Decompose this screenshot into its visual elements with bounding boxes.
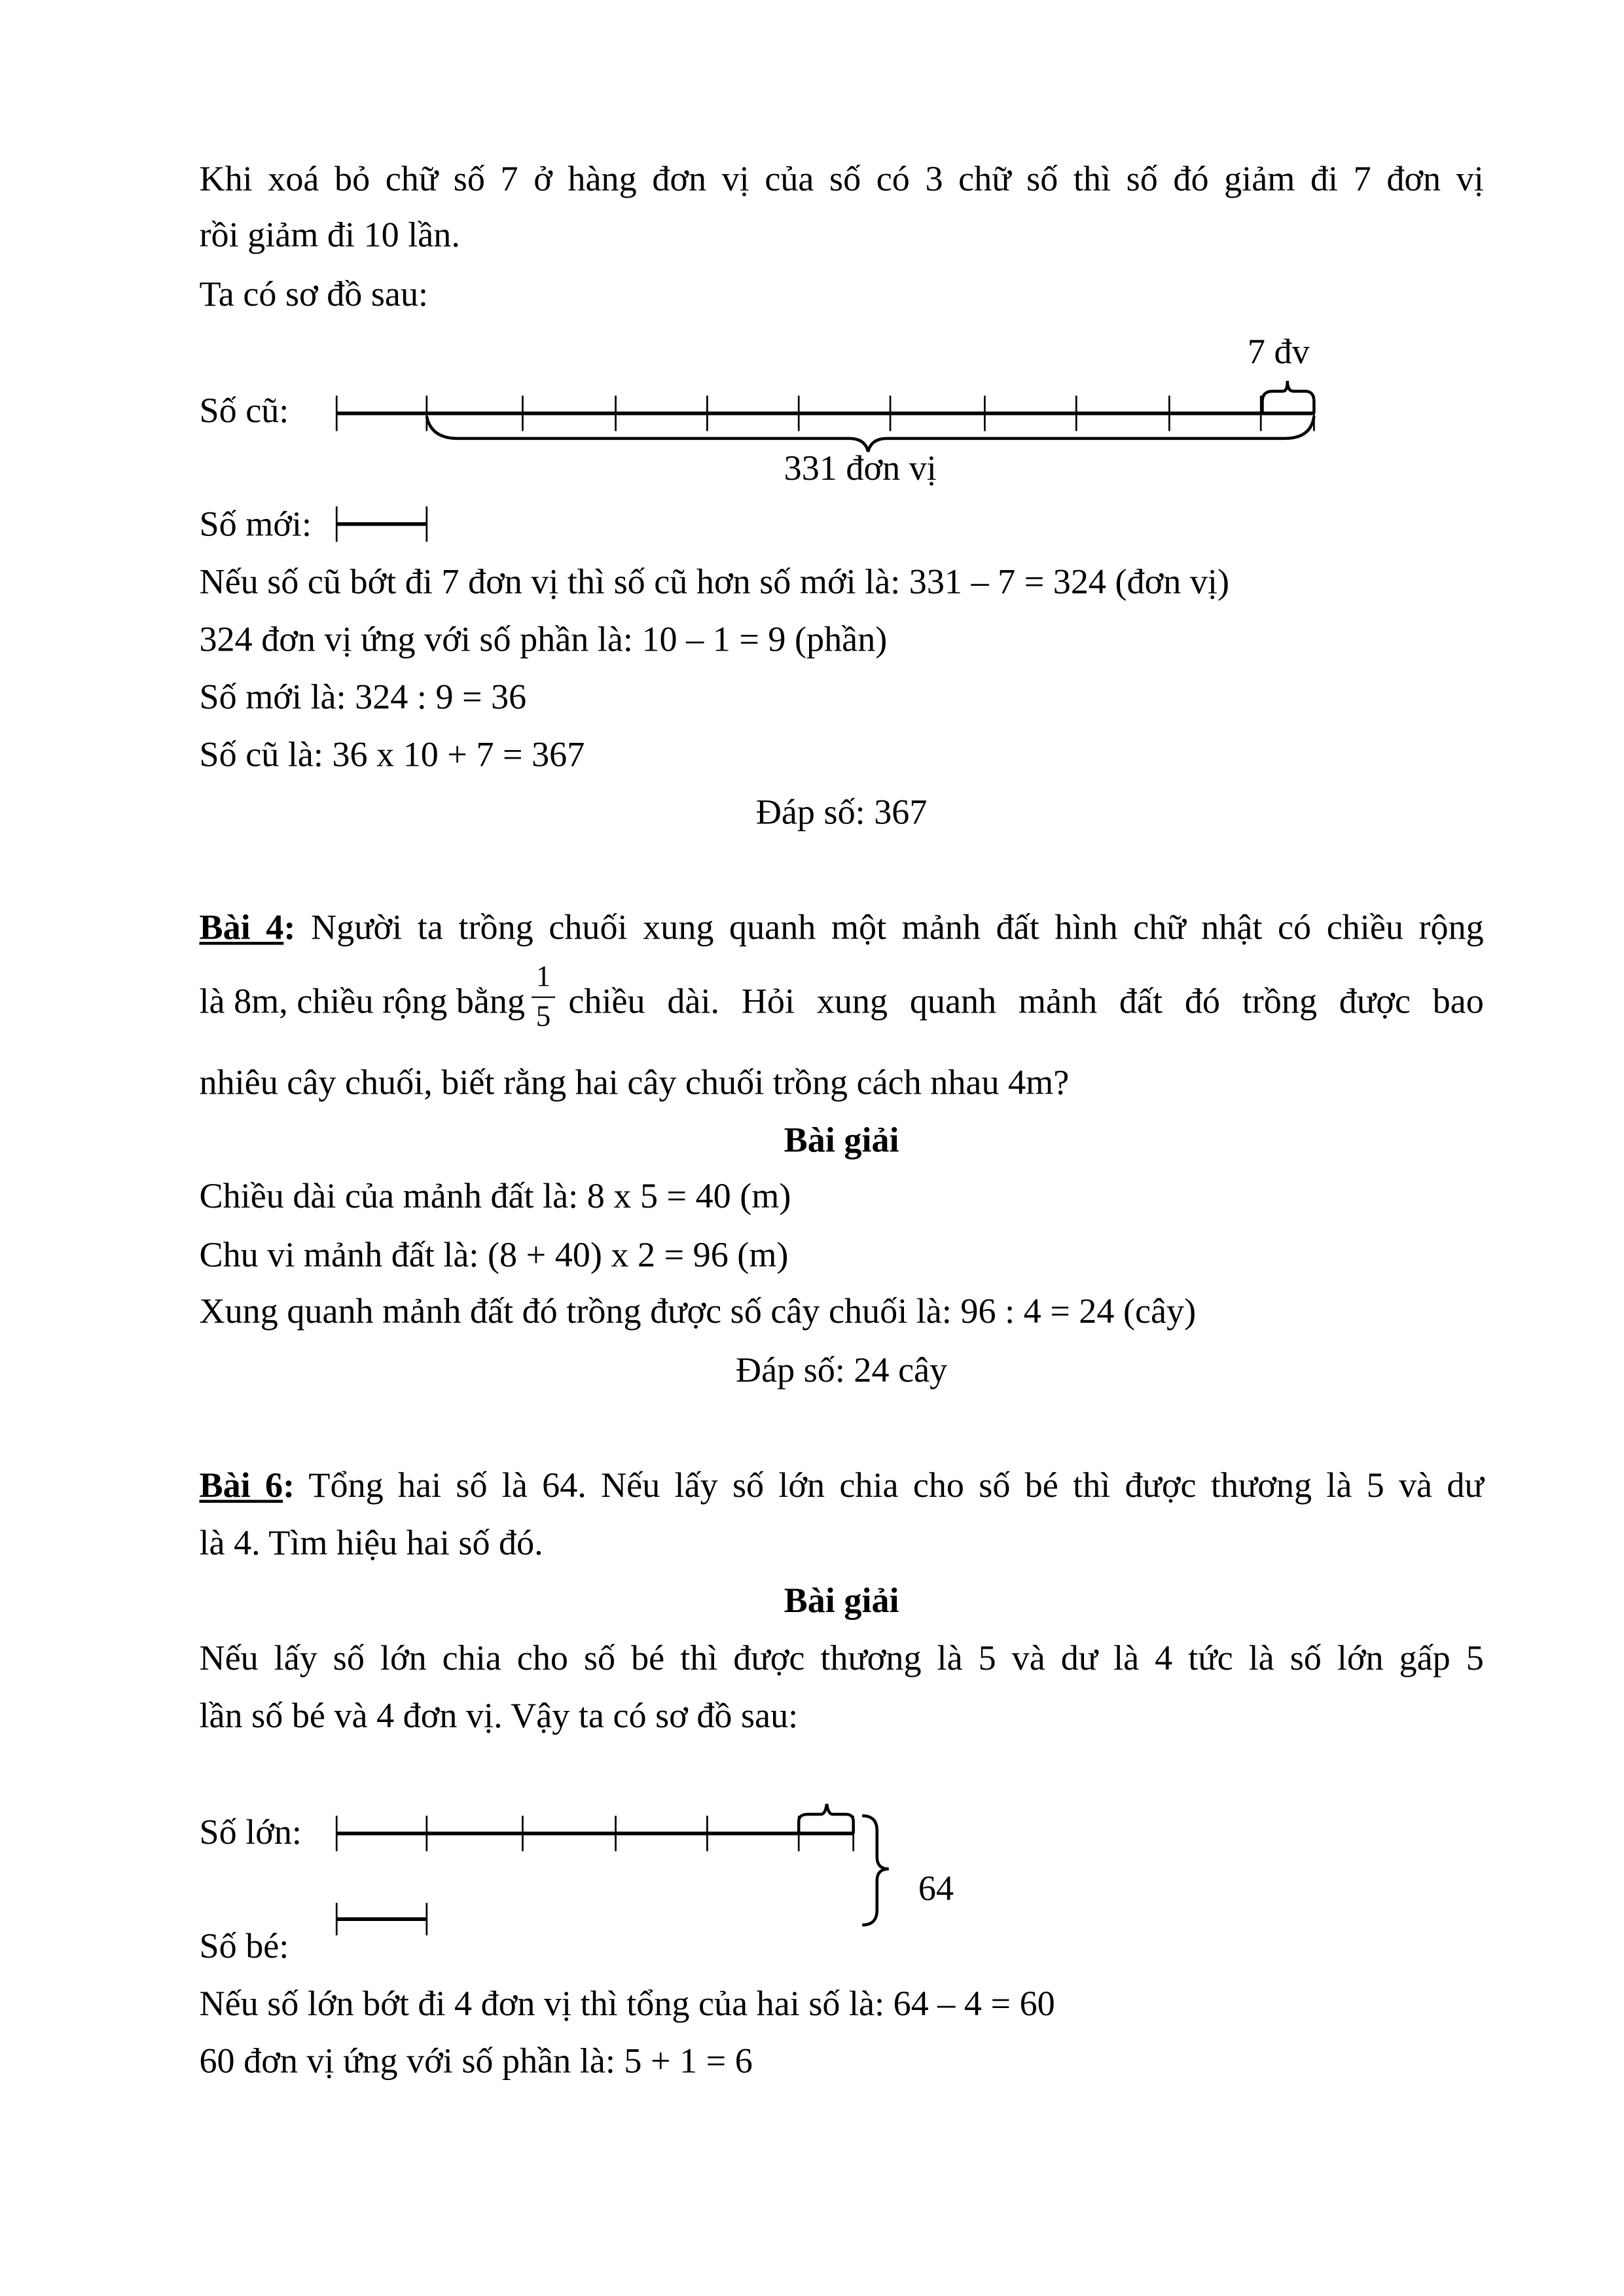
label-new-number: Số mới: xyxy=(199,506,312,545)
fraction-numerator: 1 xyxy=(535,961,551,994)
solution1-step: 324 đơn vị ứng với số phần là: 10 – 1 = 9 (phần) xyxy=(199,621,888,660)
intro-line-3: Ta có sơ đồ sau: xyxy=(199,276,429,315)
bai4-line-1 xyxy=(199,908,1483,949)
bai4-text: Người ta trồng chuối xung quanh một mảnh đất hình chữ nhật có chiều rộng xyxy=(311,909,1484,948)
fraction-bar xyxy=(532,996,555,997)
answer1: Đáp số: 367 xyxy=(755,794,928,833)
bai4-colon: : xyxy=(283,909,296,948)
bai4-step: Xung quanh mảnh đất đó trồng được số cây chuối là: 96 : 4 = 24 (cây) xyxy=(199,1293,1197,1332)
fraction-denominator: 5 xyxy=(535,1001,551,1033)
intro-line-2: rồi giảm đi 10 lần. xyxy=(199,217,460,256)
bai6-step: 60 đơn vị ứng với số phần là: 5 + 1 = 6 xyxy=(199,2043,753,2082)
label-big-number: Số lớn: xyxy=(199,1814,302,1853)
bai6-para-1: Nếu lấy số lớn chia cho số bé thì được thương là 5 và dư là 4 tức là số lớn gấp 5 xyxy=(199,1640,1484,1679)
label-small-number: Số bé: xyxy=(199,1928,289,1967)
intro-line-1: Khi xoá bỏ chữ số 7 ở hàng đơn vị của số có 3 chữ số thì số đó giảm đi 7 đơn vị xyxy=(199,160,1484,200)
bai6-heading: Bài giải xyxy=(784,1582,899,1621)
bai4-step: Chu vi mảnh đất là: (8 + 40) x 2 = 96 (m) xyxy=(199,1237,789,1276)
bai6-line-1 xyxy=(199,1466,1483,1507)
solution1-step: Số cũ là: 36 x 10 + 7 = 367 xyxy=(199,736,585,776)
bai4-line-2a: là 8m, chiều rộng bằng xyxy=(199,983,526,1022)
diagram-new-number xyxy=(336,507,427,542)
bai6-para-2: lần số bé và 4 đơn vị. Vậy ta có sơ đồ sau: xyxy=(199,1697,799,1736)
diagram-old-number xyxy=(336,381,1314,452)
solution1-step: Số mới là: 324 : 9 = 36 xyxy=(199,679,527,718)
bai6-colon: : xyxy=(283,1467,295,1506)
bai4-line-2b: chiều dài. Hỏi xung quanh mảnh đất đó trồng được bao xyxy=(568,983,1484,1022)
bai6-text: Tổng hai số là 64. Nếu lấy số lớn chia cho số bé thì được thương là 5 và dư xyxy=(308,1467,1484,1506)
label-7-units: 7 đv xyxy=(1247,333,1310,372)
diagram-big-small xyxy=(336,1804,889,1935)
label-331-units: 331 đơn vị xyxy=(784,450,937,489)
bai6-title: Bài 6 xyxy=(199,1467,283,1506)
bai6-step: Nếu số lớn bớt đi 4 đơn vị thì tổng của hai số là: 64 – 4 = 60 xyxy=(199,1985,1055,2024)
bai4-answer: Đáp số: 24 cây xyxy=(736,1352,948,1391)
bai4-title: Bài 4 xyxy=(199,909,284,948)
solution1-step: Nếu số cũ bớt đi 7 đơn vị thì số cũ hơn số mới là: 331 – 7 = 324 (đơn vị) xyxy=(199,564,1229,603)
label-old-number: Số cũ: xyxy=(199,392,289,431)
bai4-heading: Bài giải xyxy=(784,1122,899,1160)
label-sum-64: 64 xyxy=(918,1870,954,1909)
bai4-step: Chiều dài của mảnh đất là: 8 x 5 = 40 (m) xyxy=(199,1177,791,1217)
bai6-line-2: là 4. Tìm hiệu hai số đó. xyxy=(199,1524,543,1564)
bai4-line-3: nhiêu cây chuối, biết rằng hai cây chuối trồng cách nhau 4m? xyxy=(199,1064,1070,1103)
